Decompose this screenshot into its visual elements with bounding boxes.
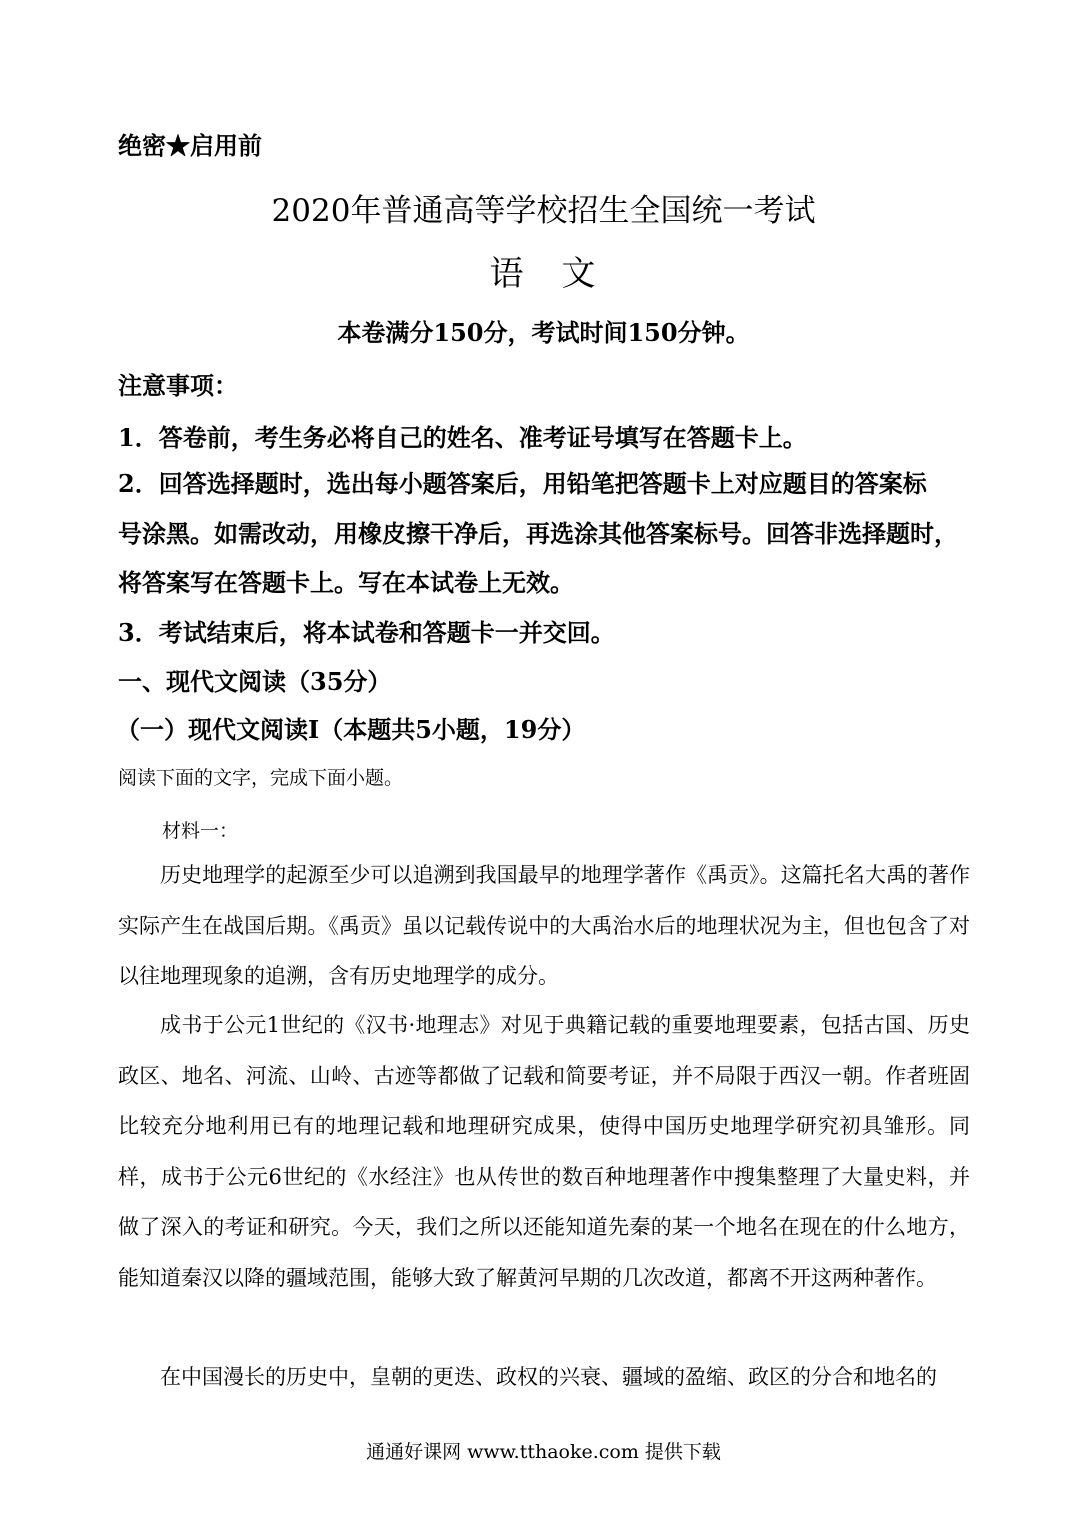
score-info: 本卷满分150分，考试时间150分钟。 (337, 318, 750, 347)
paragraph-1: 历史地理学的起源至少可以追溯到我国最早的地理学著作《禹贡》。这篇托名大禹的著作实际产生在战国后期。《禹贡》虽以记载传说中的大禹治水后的地理状况为主，但也包含了对以往地理现象的追溯，含有历史地理学的成分。 (118, 863, 970, 989)
material-label: 材料一： (162, 820, 239, 842)
section-title: 一、现代文阅读（35分） (118, 667, 392, 696)
paragraph-3: 在中国漫长的历史中，皇朝的更迭、政权的兴衰、疆域的盈缩、政区的分合和地名的 (160, 1365, 937, 1389)
notice-item-1: 1．答卷前，考生务必将自己的姓名、准考证号填写在答题卡上。 (118, 423, 807, 452)
exam-title: 2020年普通高等学校招生全国统一考试 (271, 193, 816, 229)
subject-title: 语 文 (489, 254, 598, 294)
section-subtitle: （一）现代文阅读Ⅰ（本题共5小题，19分） (116, 715, 586, 744)
reading-instruction: 阅读下面的文字，完成下面小题。 (118, 767, 404, 789)
paragraph-2: 成书于公元1世纪的《汉书·地理志》对见于典籍记载的重要地理要素，包括古国、历史政区、地名、河流、山岭、古迹等都做了记载和简要考证，并不局限于西汉一朝。作者班固比较充分地利用已有的地理记载和地理研究成果，使得中国历史地理学研究初具雏形。同样，成书于公元6世纪的《水经注》也从传世的数百种地理著作中搜集整理了大量史料，并做了深入的考证和研究。今天，我们之所以还能知道先秦的某一个地名在现在的什么地方，能知道秦汉以降的疆域范围，能够大致了解黄河早期的几次改道，都离不开这两种著作。 (118, 1013, 970, 1290)
notice-item-2-cont2: 将答案写在答题卡上。写在本试卷上无效。 (118, 568, 574, 597)
notice-heading: 注意事项： (118, 371, 238, 400)
notice-item-2-cont: 号涂黑。如需改动，用橡皮擦干净后，再选涂其他答案标号。回答非选择题时， (118, 519, 958, 548)
secret-mark: 绝密★启用前 (118, 131, 262, 160)
notice-item-2: 2．回答选择题时，选出每小题答案后，用铅笔把答题卡上对应题目的答案标 (118, 469, 927, 498)
notice-item-3: 3．考试结束后，将本试卷和答题卡一并交回。 (118, 618, 615, 647)
page-footer: 通通好课网 www.tthaoke.com 提供下载 (366, 1441, 721, 1463)
